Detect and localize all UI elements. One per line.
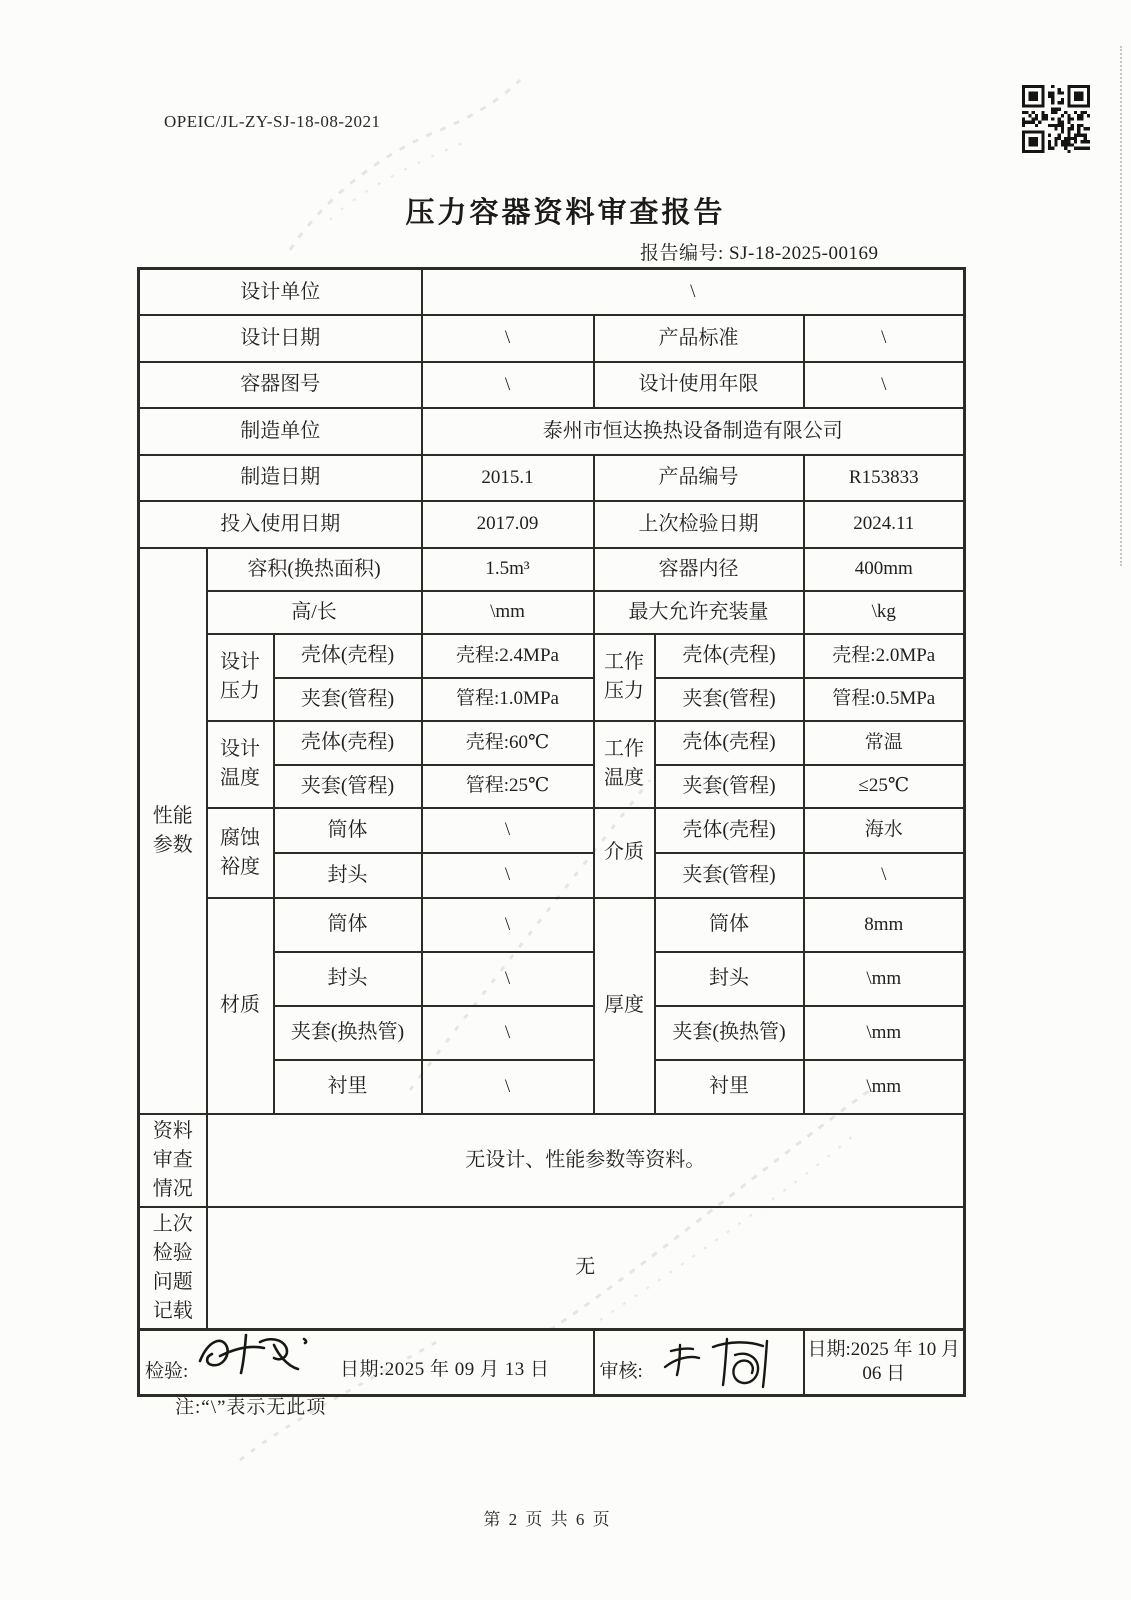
- max-filling-value: \kg: [804, 591, 965, 634]
- work-pressure-line2: 压力: [604, 680, 644, 702]
- inspector-label: 检验:: [145, 1360, 189, 1382]
- report-number: [640, 238, 878, 265]
- material-label: 材质: [207, 898, 274, 1114]
- previous-label-line2: 检验: [152, 1241, 193, 1264]
- design-temp-jacket-part: 夹套(管程): [274, 765, 422, 808]
- work-temp-label: [594, 721, 655, 808]
- product-standard-value: \: [804, 315, 965, 362]
- design-temp-jacket-value: 管程:25℃: [422, 765, 594, 808]
- material-jacket-value: \: [422, 1006, 594, 1060]
- volume-value: 1.5m³: [422, 548, 594, 591]
- review-date: 日期:2025 年 10 月 06 日: [804, 1329, 965, 1395]
- last-inspection-label: 上次检验日期: [594, 501, 804, 548]
- work-pressure-label: [594, 634, 655, 721]
- product-standard-label: 产品标准: [594, 315, 804, 362]
- review-content: 无设计、性能参数等资料。: [207, 1114, 965, 1207]
- design-temp-line1: 设计: [220, 738, 260, 760]
- drawing-no-label: 容器图号: [139, 362, 422, 409]
- medium-jacket-value: \: [804, 853, 965, 898]
- report-table-wrapper: [137, 267, 966, 1397]
- height-length-label: 高/长: [207, 591, 422, 634]
- design-pressure-shell-part: 壳体(壳程): [274, 634, 422, 678]
- review-label-line1: 资料: [152, 1119, 193, 1142]
- material-cylinder-part: 筒体: [274, 898, 422, 952]
- thickness-head-part: 封头: [655, 952, 804, 1006]
- medium-shell-part: 壳体(壳程): [655, 808, 804, 853]
- previous-label-line4: 记载: [152, 1299, 193, 1322]
- last-inspection-value: 2024.11: [804, 501, 965, 548]
- design-pressure-shell-value: 壳程:2.4MPa: [422, 634, 594, 678]
- thickness-cylinder-part: 筒体: [655, 898, 804, 952]
- design-life-label: 设计使用年限: [594, 362, 804, 409]
- work-temp-jacket-part: 夹套(管程): [655, 765, 804, 808]
- thickness-head-value: \mm: [804, 952, 965, 1006]
- scan-artifact-line: [1120, 46, 1122, 566]
- service-date-value: 2017.09: [422, 501, 594, 548]
- corrosion-line2: 裕度: [220, 855, 260, 878]
- performance-section-label: [139, 548, 207, 1114]
- medium-jacket-part: 夹套(管程): [655, 853, 804, 898]
- thickness-lining-value: \mm: [804, 1060, 965, 1114]
- thickness-jacket-value: \mm: [804, 1006, 965, 1060]
- corrosion-cylinder-value: \: [422, 808, 594, 853]
- performance-label-line2: 参数: [152, 833, 193, 856]
- corrosion-cylinder-part: 筒体: [274, 808, 422, 853]
- material-cylinder-value: \: [422, 898, 594, 952]
- design-date-label: 设计日期: [139, 315, 422, 362]
- material-lining-value: \: [422, 1060, 594, 1114]
- mfg-date-value: 2015.1: [422, 455, 594, 502]
- reviewer-signature-cell: [594, 1329, 804, 1395]
- design-pressure-label: [207, 634, 274, 721]
- drawing-no-value: \: [422, 362, 594, 409]
- inspector-signature: [192, 1329, 322, 1383]
- performance-label-line1: 性能: [152, 804, 193, 827]
- reviewer-label: 审核:: [599, 1360, 643, 1382]
- medium-label: 介质: [594, 808, 655, 898]
- design-pressure-jacket-part: 夹套(管程): [274, 678, 422, 721]
- inner-diameter-value: 400mm: [804, 548, 965, 591]
- design-pressure-line1: 设计: [220, 651, 260, 673]
- work-temp-jacket-value: ≤25℃: [804, 765, 965, 808]
- design-unit-value: \: [422, 269, 965, 316]
- review-section-label: [139, 1114, 207, 1207]
- work-pressure-jacket-value: 管程:0.5MPa: [804, 678, 965, 721]
- design-temp-shell-part: 壳体(壳程): [274, 721, 422, 765]
- design-date-value: \: [422, 315, 594, 362]
- design-unit-label: 设计单位: [139, 269, 422, 316]
- height-length-value: \mm: [422, 591, 594, 634]
- work-pressure-shell-value: 壳程:2.0MPa: [804, 634, 965, 678]
- max-filling-label: 最大允许充装量: [594, 591, 804, 634]
- reviewer-signature: [653, 1331, 783, 1393]
- material-head-part: 封头: [274, 952, 422, 1006]
- report-number-label: 报告编号:: [640, 243, 724, 264]
- work-temp-line2: 温度: [604, 767, 644, 789]
- material-jacket-part: 夹套(换热管): [274, 1006, 422, 1060]
- work-temp-shell-part: 壳体(壳程): [655, 721, 804, 765]
- manufacturer-value: 泰州市恒达换热设备制造有限公司: [422, 408, 965, 455]
- corrosion-head-part: 封头: [274, 853, 422, 898]
- volume-label: 容积(换热面积): [207, 548, 422, 591]
- footnote: 注:“\”表示无此项: [175, 1397, 327, 1418]
- design-pressure-line2: 压力: [220, 680, 260, 702]
- thickness-lining-part: 衬里: [655, 1060, 804, 1114]
- document-code: OPEIC/JL-ZY-SJ-18-08-2021: [164, 112, 381, 131]
- work-pressure-line1: 工作: [604, 651, 644, 673]
- material-lining-part: 衬里: [274, 1060, 422, 1114]
- design-temp-shell-value: 壳程:60℃: [422, 721, 594, 765]
- corrosion-allowance-label: [207, 808, 274, 898]
- previous-label-line1: 上次: [152, 1212, 193, 1235]
- design-temp-label: [207, 721, 274, 808]
- review-label-line3: 情况: [152, 1177, 193, 1200]
- previous-issues-content: 无: [207, 1207, 965, 1330]
- qr-code-icon: [1022, 85, 1090, 153]
- report-table: [137, 267, 966, 1397]
- work-temp-shell-value: 常温: [804, 721, 965, 765]
- material-head-value: \: [422, 952, 594, 1006]
- product-no-value: R153833: [804, 455, 965, 502]
- inspector-signature-cell: [139, 1329, 594, 1395]
- scan-artifact: [270, 70, 530, 270]
- work-pressure-shell-part: 壳体(壳程): [655, 634, 804, 678]
- inner-diameter-label: 容器内径: [594, 548, 804, 591]
- thickness-cylinder-value: 8mm: [804, 898, 965, 952]
- mfg-date-label: 制造日期: [139, 455, 422, 502]
- design-temp-line2: 温度: [220, 767, 260, 789]
- previous-issues-label: [139, 1207, 207, 1330]
- inspection-date: 日期:2025 年 09 月 13 日: [340, 1358, 550, 1380]
- corrosion-head-value: \: [422, 853, 594, 898]
- page-title: 压力容器资料审查报告: [405, 197, 726, 229]
- previous-label-line3: 问题: [152, 1270, 193, 1293]
- report-number-value: SJ-18-2025-00169: [729, 243, 879, 264]
- thickness-label: 厚度: [594, 898, 655, 1114]
- manufacturer-label: 制造单位: [139, 408, 422, 455]
- work-pressure-jacket-part: 夹套(管程): [655, 678, 804, 721]
- product-no-label: 产品编号: [594, 455, 804, 502]
- review-label-line2: 审查: [152, 1148, 193, 1171]
- work-temp-line1: 工作: [604, 738, 644, 760]
- medium-shell-value: 海水: [804, 808, 965, 853]
- design-life-value: \: [804, 362, 965, 409]
- corrosion-line1: 腐蚀: [220, 826, 260, 849]
- thickness-jacket-part: 夹套(换热管): [655, 1006, 804, 1060]
- service-date-label: 投入使用日期: [139, 501, 422, 548]
- page-number: 第 2 页 共 6 页: [483, 1510, 612, 1529]
- design-pressure-jacket-value: 管程:1.0MPa: [422, 678, 594, 721]
